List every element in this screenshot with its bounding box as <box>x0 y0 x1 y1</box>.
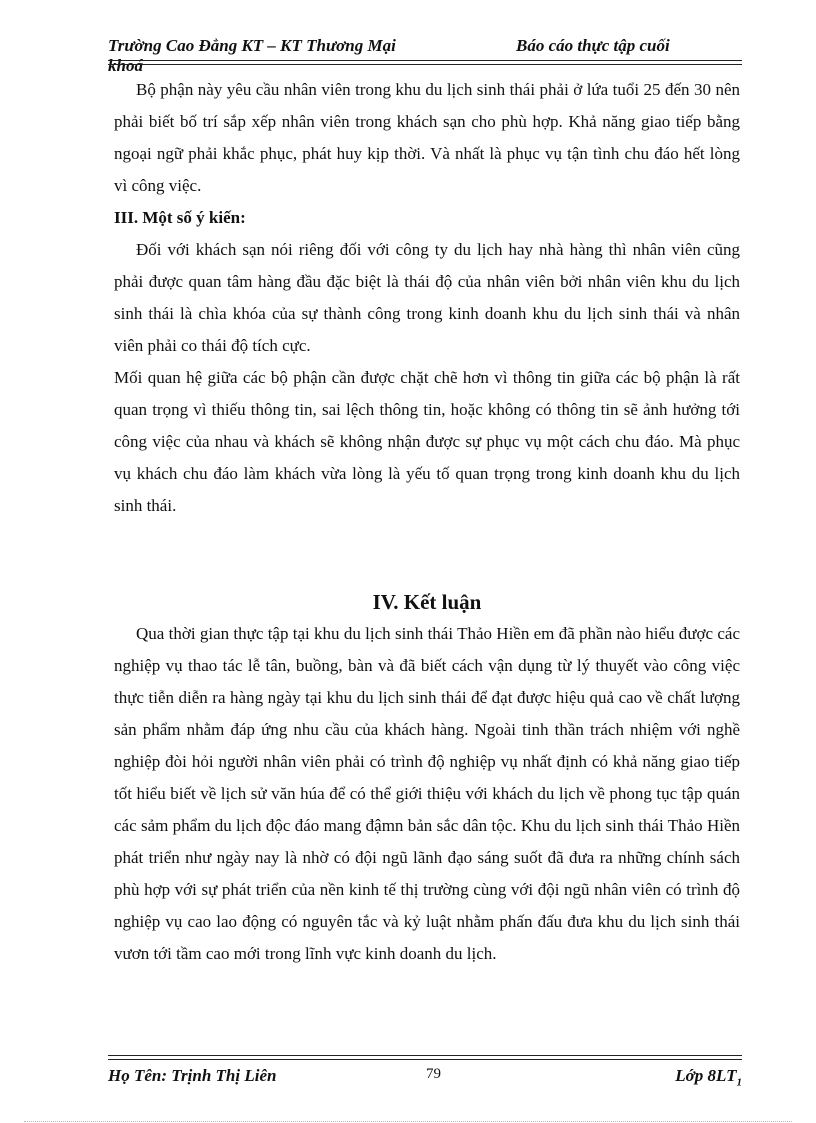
conclusion-heading: IV. Kết luận <box>372 590 482 614</box>
paragraph-staff-attitude: Đối với khách sạn nói riêng đối với công ty du lịch hay nhà hàng thì nhân viên cũng phải được quan tâm hàng đầu đặc biệt là thái độ của nhân viên bởi nhân viên khu du lịch sinh thái là chìa khóa của sự thành công trong kinh doanh khu du lịch sinh thái và nhân viên phải co thái độ tích cực. <box>114 240 740 355</box>
page-body <box>114 74 740 970</box>
header-rule-double <box>108 64 742 65</box>
paragraph-department-relations: Mối quan hệ giữa các bộ phận cần được chặt chẽ hơn vì thông tin giữa các bộ phận là rất quan trọng vì thiếu thông tin, sai lệch thông tin, hoặc không có thông tin sẽ ảnh hưởng tới công việc của nhau và khách sẽ không nhận được sự phục vụ một cách chu đáo. Mà phục vụ khách chu đáo làm khách vừa lòng là yếu tố quan trọng trong kinh doanh khu du lịch sinh thái. <box>114 368 740 515</box>
header-report-title-wrap: khoá <box>108 56 143 75</box>
section-3-heading: III. Một số ý kiến: <box>114 208 246 227</box>
page-footer <box>108 1066 742 1090</box>
page-bottom-border <box>24 1121 792 1122</box>
footer-rule <box>108 1055 742 1056</box>
footer-rule-double <box>108 1059 742 1060</box>
header-school-name: Trường Cao Đẳng KT – KT Thương Mại <box>108 36 396 55</box>
header-report-title: Báo cáo thực tập cuối <box>516 36 670 55</box>
footer-student-name: Họ Tên: Trịnh Thị Liên <box>108 1066 277 1085</box>
page-number: 79 <box>426 1066 441 1082</box>
header-rule <box>108 60 742 61</box>
page-header <box>108 36 742 76</box>
paragraph-conclusion: Qua thời gian thực tập tại khu du lịch sinh thái Thảo Hiền em đã phần nào hiểu được các nghiệp vụ thao tác lễ tân, buồng, bàn và đã biết cách vận dụng từ lý thuyết vào công việc thực tiễn diễn ra hàng ngày tại khu du lịch sinh thái để đạt được hiệu quả cao về chất lượng sản phẩm nhằm đáp ứng nhu cầu của khách hàng. Ngoài tinh thần trách nhiệm với nghề nghiệp đòi hỏi người nhân viên phải có trình độ nghiệp vụ nhất định có khả năng giao tiếp tốt hiểu biết về lịch sử văn húa để có thể giới thiệu với khách du lịch về phong tục tập quán các sảm phẩm du lịch độc đáo mang đậmn bản sắc dân tộc. Khu du lịch sinh thái Thảo Hiền phát triển như ngày nay là nhờ có đội ngũ lãnh đạo sáng suốt đã đưa ra những chính sách phù hợp với sự phát triển của nền kinh tế thị trường cùng với đội ngũ nhân viên có trình độ nghiệp vụ cao lao động có nguyên tắc và kỷ luật nhằm phấn đấu đưa khu du lịch sinh thái vươn tới tầm cao mới trong lĩnh vực kinh doanh du lịch. <box>114 624 740 963</box>
section-spacer <box>114 522 740 586</box>
paragraph-staff-requirements: Bộ phận này yêu cầu nhân viên trong khu du lịch sinh thái phải ở lứa tuổi 25 đến 30 nên phải biết bố trí sắp xếp nhân viên trong khách sạn cho phù hợp. Khả năng giao tiếp bằng ngoại ngữ phải khắc phục, phát huy kịp thời. Và nhất là phục vụ tận tình chu đáo hết lòng vì công việc. <box>114 80 740 195</box>
footer-class-label: Lớp 8LT <box>675 1066 737 1085</box>
footer-class <box>675 1066 742 1088</box>
footer-class-subscript: 1 <box>736 1076 742 1089</box>
